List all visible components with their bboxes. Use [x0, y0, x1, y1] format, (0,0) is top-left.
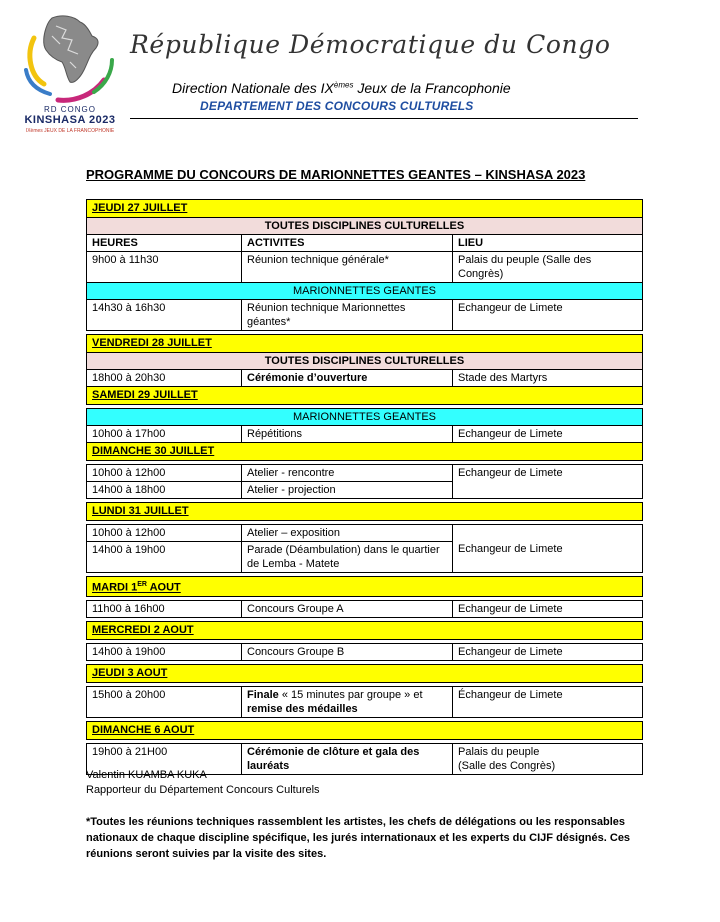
day-label-superscript: ER	[137, 581, 147, 588]
time-cell: 10h00 à 17h00	[87, 426, 242, 443]
band-marionnettes-label: MARIONNETTES GEANTES	[87, 283, 643, 300]
time-cell: 14h30 à 16h30	[87, 300, 242, 331]
time-cell: 10h00 à 12h00	[87, 465, 242, 482]
activity-cell: Parade (Déambulation) dans le quartier de Lemba - Matete	[242, 542, 453, 573]
document-title: PROGRAMME DU CONCOURS DE MARIONNETTES GEANTES – KINSHASA 2023	[86, 167, 586, 182]
activity-cell: Cérémonie d’ouverture	[242, 370, 453, 387]
activity-cell: Réunion technique générale*	[242, 252, 453, 283]
time-cell: 14h00 à 19h00	[87, 542, 242, 573]
time-cell: 15h00 à 20h00	[87, 686, 242, 717]
venue-cell: Echangeur de Limete	[453, 426, 643, 443]
venue-cell: Echangeur de Limete	[453, 300, 643, 331]
table-row	[87, 686, 643, 717]
time-cell: 19h00 à 21H00	[87, 743, 242, 774]
table-row	[87, 252, 643, 283]
table-row	[87, 300, 643, 331]
time-cell: 11h00 à 16h00	[87, 600, 242, 617]
column-header-heures: HEURES	[87, 235, 242, 252]
venue-line-2: (Salle des Congrès)	[458, 759, 556, 772]
finale-bold-text: Finale	[247, 688, 279, 701]
day-label: DIMANCHE 30 JUILLET	[87, 443, 643, 461]
day-label: SAMEDI 29 JUILLET	[87, 387, 643, 405]
day-row	[87, 577, 643, 597]
africa-map-emblem-icon	[22, 6, 118, 104]
time-cell: 10h00 à 12h00	[87, 525, 242, 542]
day-row	[87, 443, 643, 461]
footnote: *Toutes les réunions techniques rassemblent les artistes, les chefs de délégations ou les responsables nationaux de chaque discipline spécifique, les jurés internationaux et les experts du CIJF désignés. Ces réunions seront suivies par la visite des sites.	[86, 816, 631, 860]
venue-cell: Stade des Martyrs	[453, 370, 643, 387]
venue-cell: Echangeur de Limete	[453, 600, 643, 617]
signer-role: Rapporteur du Département Concours Culturels	[86, 784, 320, 796]
time-cell: 14h00 à 19h00	[87, 643, 242, 660]
country-heading: République Démocratique du Congo	[130, 30, 611, 59]
day-row	[87, 503, 643, 521]
band-general-label: TOUTES DISCIPLINES CULTURELLES	[87, 353, 643, 370]
table-row	[87, 426, 643, 443]
direction-superscript: èmes	[333, 80, 354, 90]
venue-cell: Échangeur de Limete	[453, 686, 643, 717]
time-cell: 18h00 à 20h30	[87, 370, 242, 387]
day-row	[87, 200, 643, 218]
activity-cell: Cérémonie de clôture et gala des lauréats	[242, 743, 453, 774]
department-heading: DEPARTEMENT DES CONCOURS CULTURELS	[200, 99, 474, 113]
column-header-activites: ACTIVITES	[242, 235, 453, 252]
band-row	[87, 283, 643, 300]
direction-text-end: Jeux de la Francophonie	[353, 80, 511, 96]
venue-cell	[453, 743, 643, 774]
logo-games-text: IXèmes JEUX DE LA FRANCOPHONIE	[25, 128, 115, 134]
time-cell: 9h00 à 11h30	[87, 252, 242, 283]
day-label: JEUDI 3 AOUT	[87, 664, 643, 682]
band-row	[87, 409, 643, 426]
band-row	[87, 218, 643, 235]
logo-city-year-text: KINSHASA 2023	[24, 114, 116, 126]
finale-middle-text: « 15 minutes par groupe » et	[278, 688, 423, 701]
band-general-label: TOUTES DISCIPLINES CULTURELLES	[87, 218, 643, 235]
band-marionnettes-label: MARIONNETTES GEANTES	[87, 409, 643, 426]
activity-cell: Réunion technique Marionnettes géantes*	[242, 300, 453, 331]
day-row	[87, 335, 643, 353]
signature-block	[86, 768, 320, 798]
day-row	[87, 721, 643, 739]
signer-name: Valentin KUAMBA KUKA	[86, 769, 207, 781]
band-row	[87, 353, 643, 370]
column-header-lieu: LIEU	[453, 235, 643, 252]
day-row	[87, 664, 643, 682]
venue-cell: Echangeur de Limete	[453, 465, 643, 499]
finale-medals-text: remise des médailles	[247, 702, 358, 715]
activity-cell	[242, 686, 453, 717]
table-row	[87, 600, 643, 617]
table-row	[87, 370, 643, 387]
venue-cell: Echangeur de Limete	[453, 643, 643, 660]
schedule-table	[86, 199, 643, 775]
games-logo	[22, 6, 118, 138]
day-label: VENDREDI 28 JUILLET	[87, 335, 643, 353]
venue-cell: Echangeur de Limete	[453, 525, 643, 573]
header-divider	[130, 118, 638, 119]
day-label: LUNDI 31 JUILLET	[87, 503, 643, 521]
day-label: DIMANCHE 6 AOUT	[87, 721, 643, 739]
direction-text-start: Direction Nationale des IX	[172, 80, 334, 96]
venue-cell: Palais du peuple (Salle des Congrès)	[453, 252, 643, 283]
day-label-month: AOUT	[146, 581, 181, 594]
time-cell: 14h00 à 18h00	[87, 482, 242, 499]
day-label: JEUDI 27 JUILLET	[87, 200, 643, 218]
activity-cell: Concours Groupe B	[242, 643, 453, 660]
day-label	[87, 577, 643, 597]
activity-cell: Concours Groupe A	[242, 600, 453, 617]
table-row	[87, 465, 643, 482]
activity-cell: Atelier - projection	[242, 482, 453, 499]
activity-cell: Atelier – exposition	[242, 525, 453, 542]
column-header-row	[87, 235, 643, 252]
table-row	[87, 643, 643, 660]
direction-heading	[172, 80, 612, 96]
activity-cell: Répétitions	[242, 426, 453, 443]
logo-country-text: RD CONGO	[44, 105, 96, 114]
activity-cell: Atelier - rencontre	[242, 465, 453, 482]
day-label: MERCREDI 2 AOUT	[87, 621, 643, 639]
day-row	[87, 387, 643, 405]
table-row	[87, 525, 643, 542]
venue-line-1: Palais du peuple	[458, 745, 540, 758]
day-label-text: MARDI 1	[92, 581, 138, 594]
day-row	[87, 621, 643, 639]
